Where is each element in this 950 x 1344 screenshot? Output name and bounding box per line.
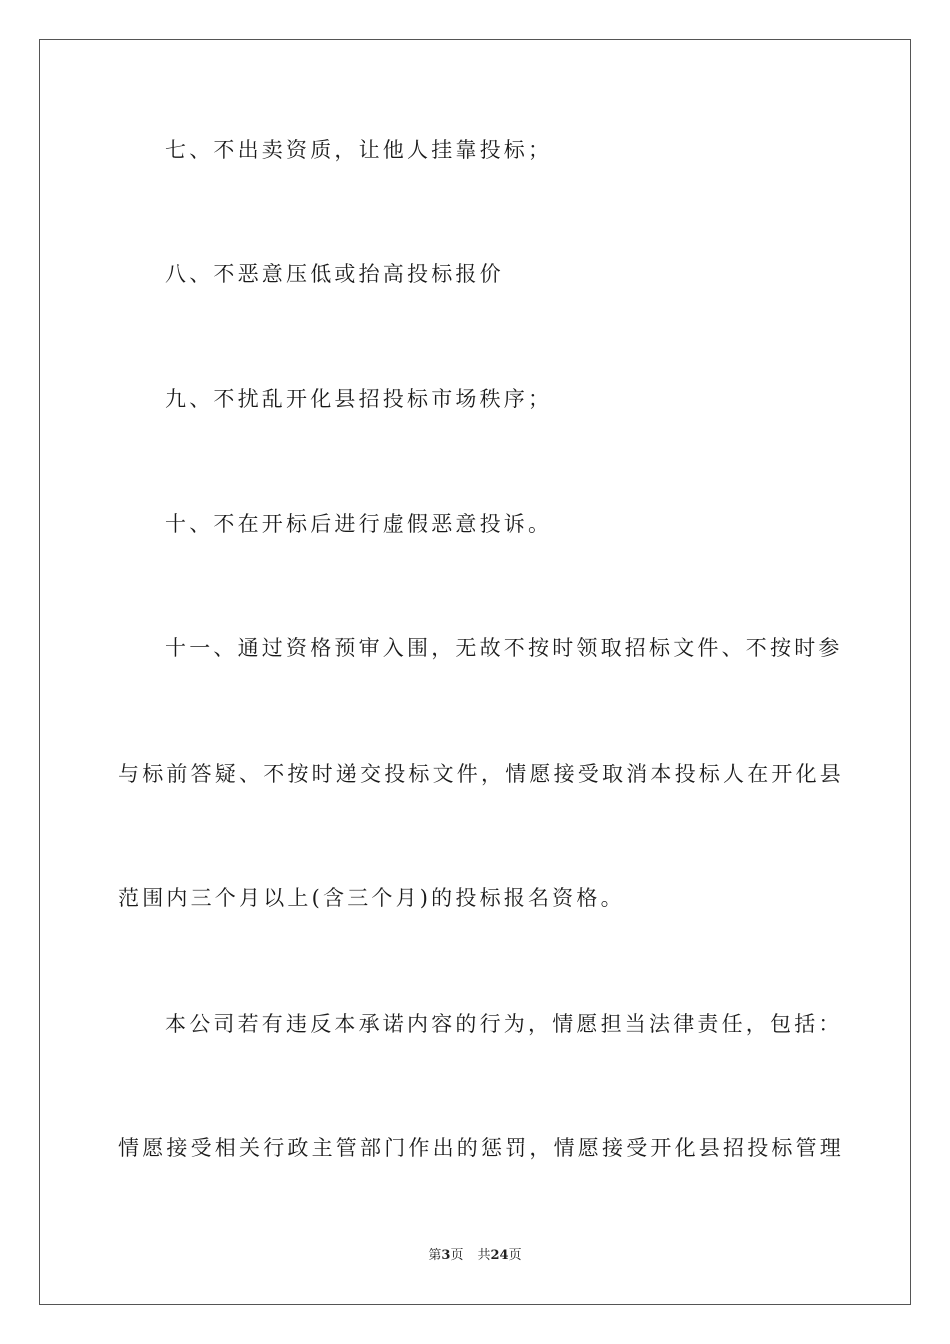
- clause-11-line-1: 十一、通过资格预审入围，无故不按时领取招标文件、不按时参: [165, 636, 843, 660]
- commitment-paragraph-line-1: 本公司若有违反本承诺内容的行为，情愿担当法律责任，包括：: [165, 1012, 843, 1036]
- page-number: 3: [441, 1248, 451, 1263]
- page-border: [39, 39, 911, 1305]
- clause-11-line-2: 与标前答疑、不按时递交投标文件，情愿接受取消本投标人在开化县: [118, 762, 844, 786]
- clause-9: 九、不扰乱开化县招投标市场秩序；: [165, 387, 553, 411]
- page-prefix: 第: [428, 1248, 442, 1263]
- clause-11-line-3: 范围内三个月以上(含三个月)的投标报名资格。: [118, 886, 625, 910]
- page-suffix: 页: [450, 1248, 464, 1263]
- total-suffix: 页: [508, 1248, 522, 1263]
- clause-7: 七、不出卖资质，让他人挂靠投标；: [165, 138, 553, 162]
- commitment-paragraph-line-2: 情愿接受相关行政主管部门作出的惩罚，情愿接受开化县招投标管理: [118, 1136, 844, 1160]
- clause-8: 八、不恶意压低或抬高投标报价: [165, 262, 504, 286]
- page-footer: [0, 1249, 950, 1262]
- total-pages: 24: [490, 1248, 509, 1263]
- clause-10: 十、不在开标后进行虚假恶意投诉。: [165, 512, 553, 536]
- total-prefix: 共: [477, 1248, 491, 1263]
